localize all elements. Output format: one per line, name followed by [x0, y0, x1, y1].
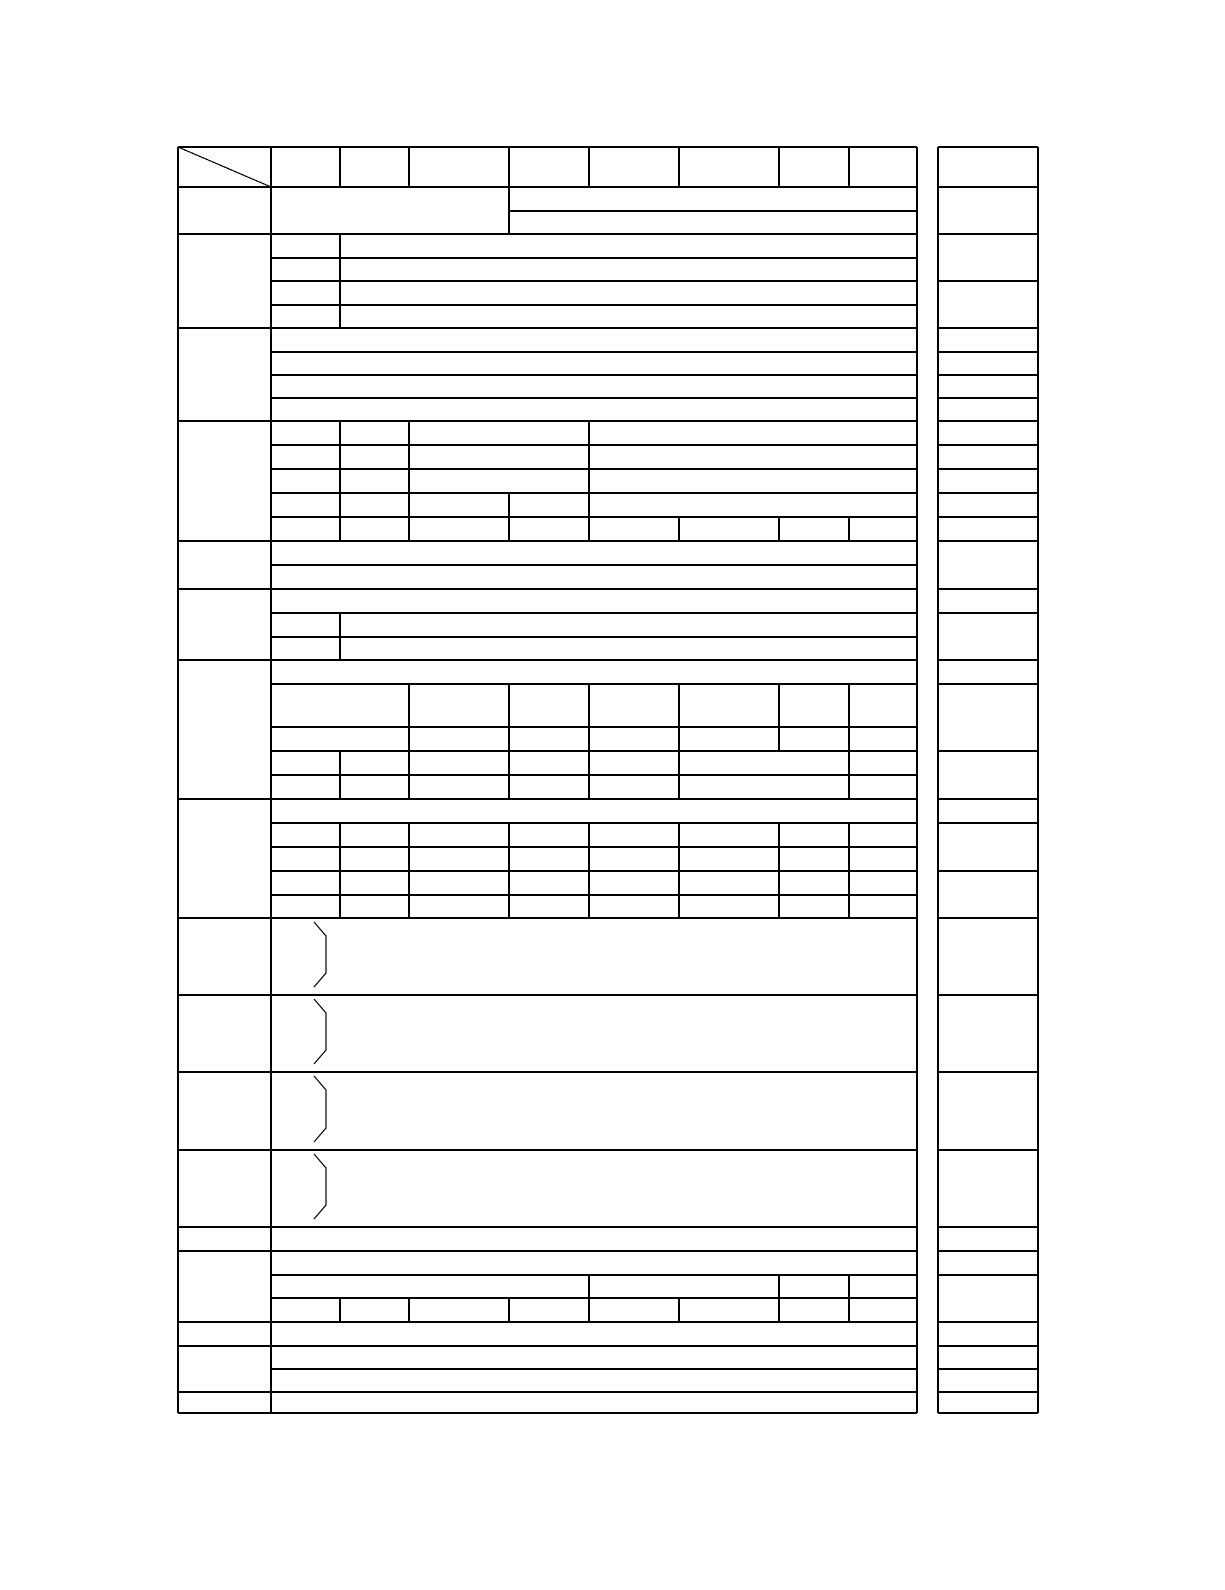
- brace-mark: [314, 922, 326, 987]
- brace-mark: [314, 999, 326, 1064]
- brace-mark: [314, 1154, 326, 1219]
- header-diagonal-line: [178, 147, 271, 187]
- brace-mark: [314, 1076, 326, 1142]
